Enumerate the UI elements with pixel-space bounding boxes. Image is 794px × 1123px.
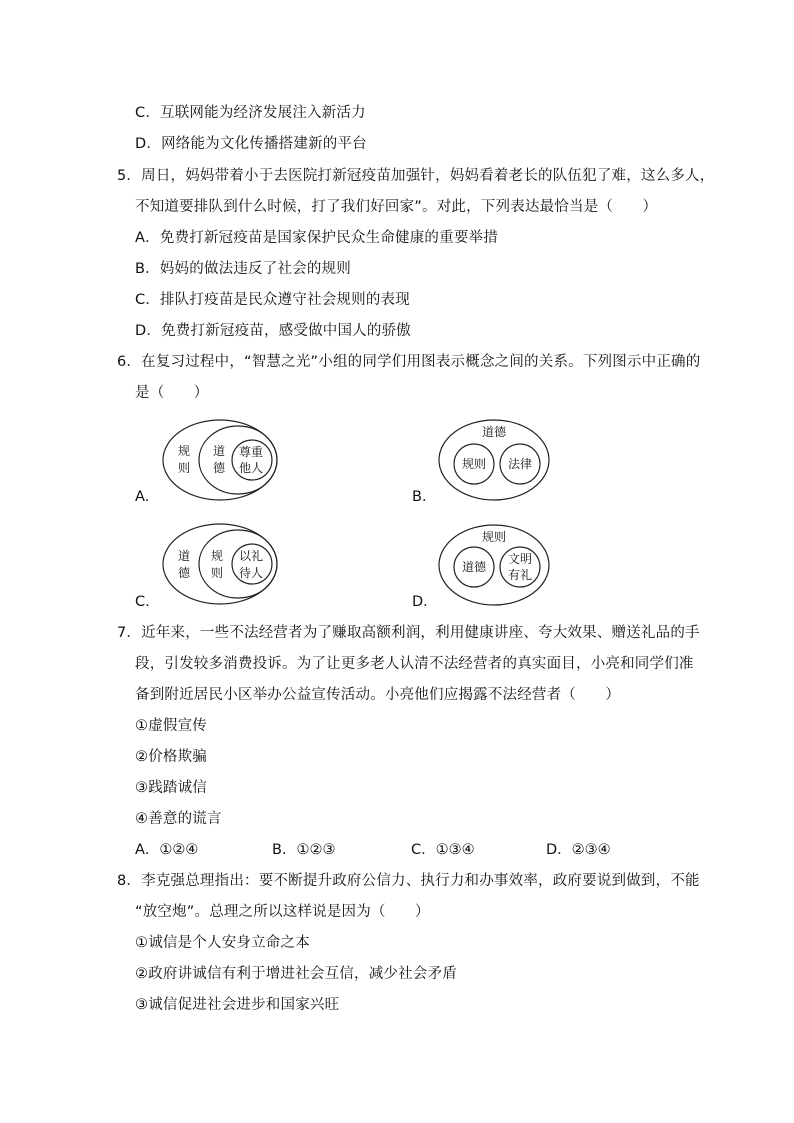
q8-item-2: ②政府讲诚信有利于增进社会互信，减少社会矛盾 [135,966,457,982]
q7-option-d: D．②③④ [546,842,611,858]
q7-item-4: ④善意的谎言 [135,811,222,827]
q5-stem-line1: 5．周日，妈妈带着小于去医院打新冠疫苗加强针，妈妈看着老长的队伍犯了难，这么多人， [117,168,715,184]
diagram-d [436,522,554,608]
diagram-a-mid-text2: 德 [213,461,226,475]
diagram-c-inner-text1: 以礼 [239,549,264,563]
q8-stem-line2: “放空炮”。总理之所以这样说是因为（ ） [135,904,430,920]
diagram-b-left-text: 规则 [462,457,487,471]
diagram-a-label: A． [135,489,160,505]
diagram-c [160,521,285,607]
diagram-a-middle-ellipse [199,426,277,494]
diagram-c-outer-text1: 道 [178,549,191,563]
q7-stem-line3: 备到附近居民小区举办公益宣传活动。小亮他们应揭露不法经营者（ ） [135,687,621,703]
diagram-c-middle-ellipse [199,530,277,598]
q5-stem-line2: 不知道要排队到什么时候，打了我们好回家”。对此，下列表达最恰当是（ ） [135,199,658,215]
q5-option-b: B．妈妈的做法违反了社会的规则 [135,261,351,277]
q8-item-1: ①诚信是个人安身立命之本 [135,935,310,951]
diagram-a-inner-text1: 尊重 [239,445,264,459]
q7-option-a: A．①②④ [135,842,199,858]
diagram-d-label: D． [412,594,438,610]
q6-stem-line2: 是（ ） [135,385,209,401]
q7-stem-line2: 段，引发较多消费投诉。为了让更多老人认清不法经营者的真实面目，小亮和同学们准 [135,656,694,672]
q4-option-c: C．互联网能为经济发展注入新活力 [135,105,366,121]
q8-item-3: ③诚信促进社会进步和国家兴旺 [135,997,340,1013]
diagram-b-right-text: 法律 [508,457,533,471]
diagram-c-inner-text2: 待人 [239,566,264,580]
q5-option-c: C．排队打疫苗是民众遵守社会规则的表现 [135,292,410,308]
diagram-a-outer-text1: 规 [178,444,191,458]
q7-item-3: ③践踏诚信 [135,780,207,796]
diagram-c-mid-text1: 规 [211,549,224,563]
diagram-d-top-text: 规则 [482,530,507,544]
q5-option-d: D．免费打新冠疫苗，感受做中国人的骄傲 [135,323,411,339]
q4-option-d: D．网络能为文化传播搭建新的平台 [135,136,367,152]
diagram-b [436,417,554,503]
q8-stem-line1: 8．李克强总理指出：要不断提升政府公信力、执行力和办事效率，政府要说到做到，不能 [117,873,700,889]
diagram-b-label: B． [412,489,437,505]
q7-option-c: C．①③④ [411,842,475,858]
q7-item-2: ②价格欺骗 [135,749,207,765]
diagram-a-inner-text2: 他人 [239,461,264,475]
diagram-c-mid-text2: 则 [211,566,224,580]
diagram-d-right-text1: 文明 [508,552,533,566]
q7-option-b: B．①②③ [272,842,336,858]
diagram-c-outer-text2: 德 [178,566,191,580]
q5-option-a: A．免费打新冠疫苗是国家保护民众生命健康的重要举措 [135,230,498,246]
diagram-d-right-text2: 有礼 [508,568,533,582]
q7-item-1: ①虚假宣传 [135,718,207,734]
q6-stem-line1: 6．在复习过程中，“智慧之光”小组的同学们用图表示概念之间的关系。下列图示中正确的 [117,354,701,370]
diagram-a [160,418,285,504]
diagram-a-outer-text2: 则 [178,461,191,475]
diagram-d-left-text: 道德 [462,560,487,574]
diagram-a-mid-text1: 道 [213,444,226,458]
diagram-b-top-text: 道德 [482,425,507,439]
q7-stem-line1: 7．近年来，一些不法经营者为了赚取高额利润，利用健康讲座、夸大效果、赠送礼品的手 [117,625,700,641]
diagram-c-label: C． [135,594,160,610]
